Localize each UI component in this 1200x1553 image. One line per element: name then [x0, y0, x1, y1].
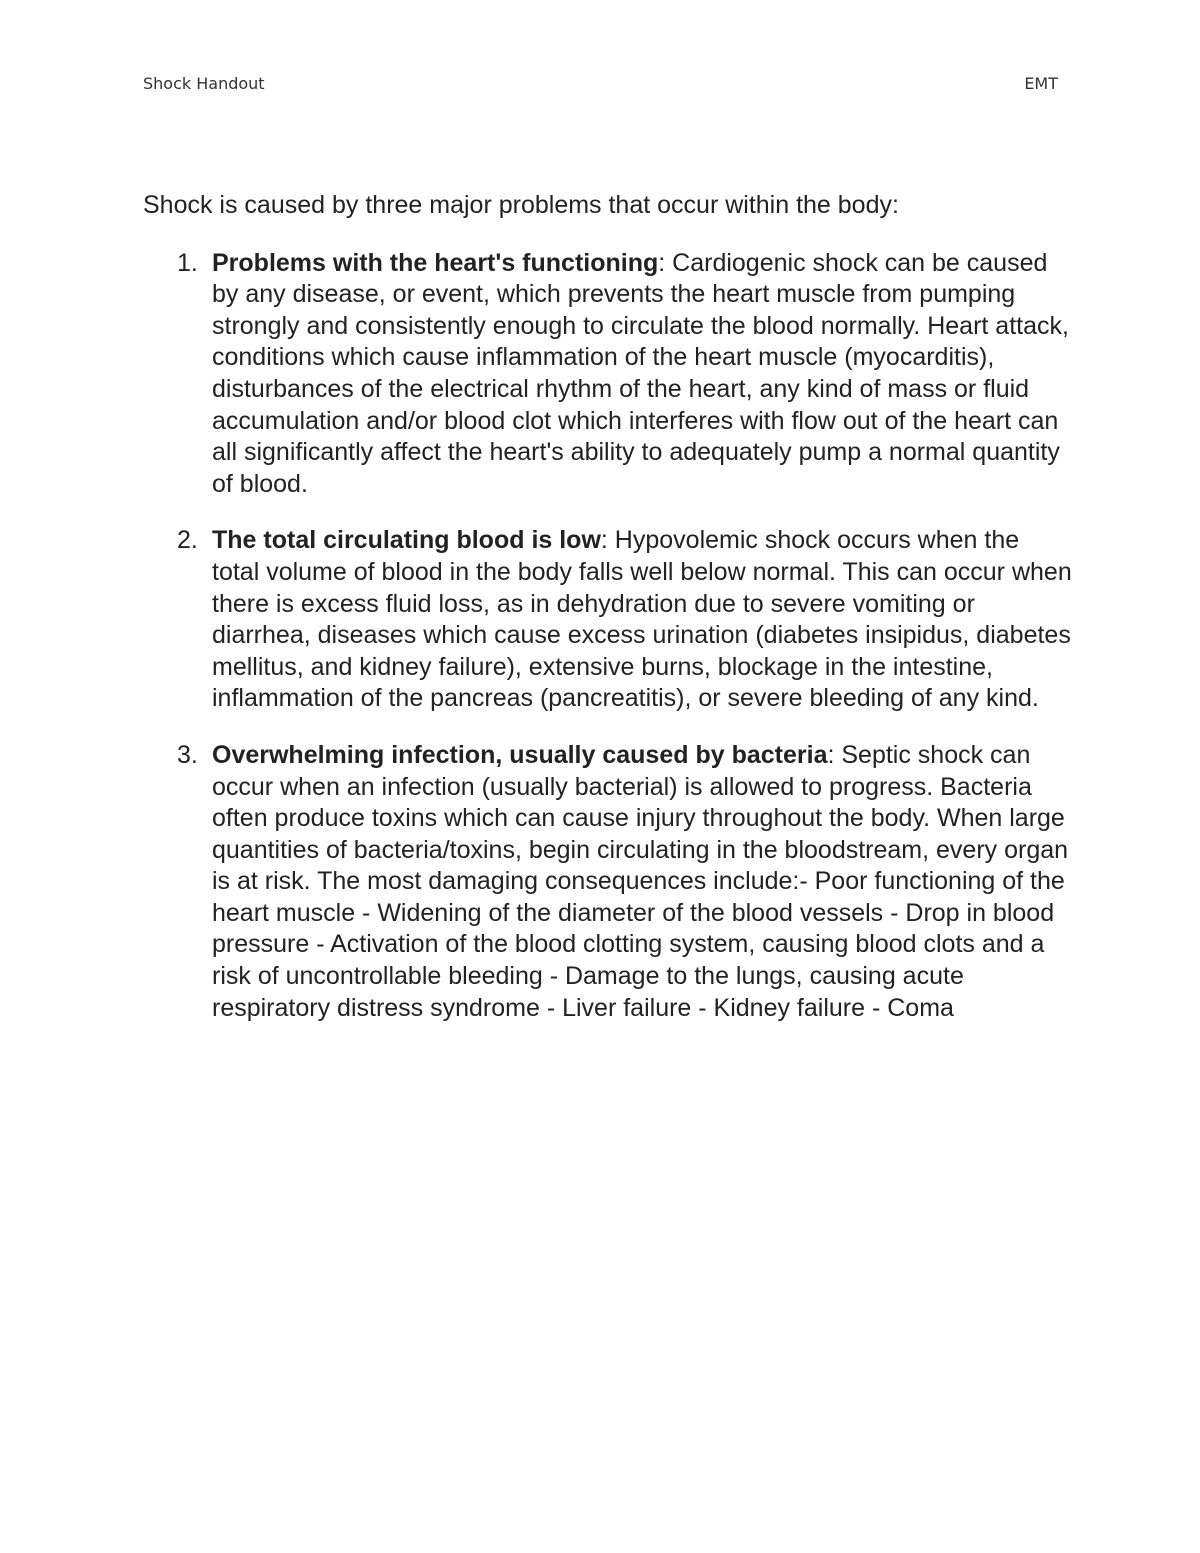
list-item [143, 525, 1073, 715]
list-number: 1. [177, 248, 198, 277]
document-body [143, 190, 1073, 1049]
header-title: Shock Handout [143, 74, 265, 93]
cause-title: Problems with the heart's functioning [212, 248, 659, 277]
cause-title: Overwhelming infection, usually caused by bacteria [212, 740, 828, 769]
intro-paragraph: Shock is caused by three major problems that occur within the body: [143, 191, 899, 219]
cause-text: : Septic shock can occur when an infection (usually bacterial) is allowed to progress. Bacteria often produce toxins which can cause injury throughout the body. When large quantities of bacteria/toxins, begin circulating in the bloodstream, every organ is at risk. The most damaging consequences include:- Poor functioning of the heart muscle - Widening of the diameter of the blood vessels - Drop in blood pressure - Activation of the blood clotting system, causing blood clots and a risk of uncontrollable bleeding - Damage to the lungs, causing acute respiratory distress syndrome - Liver failure - Kidney failure - Coma [212, 740, 1069, 1022]
header-course: EMT [1024, 74, 1058, 93]
list-item [143, 740, 1073, 1024]
cause-title: The total circulating blood is low [212, 526, 601, 555]
list-item [143, 248, 1073, 501]
list-number: 3. [177, 740, 198, 769]
causes-list [143, 248, 1073, 1025]
cause-text: : Hypovolemic shock occurs when the total volume of blood in the body falls well below normal. This can occur when there is excess fluid loss, as in dehydration due to severe vomiting or diarrhea, diseases which cause excess urination (diabetes insipidus, diabetes mellitus, and kidney failure), extensive burns, blockage in the intestine, inflammation of the pancreas (pancreatitis), or severe bleeding of any kind. [212, 526, 1072, 713]
list-number: 2. [177, 526, 198, 555]
cause-text: : Cardiogenic shock can be caused by any disease, or event, which prevents the heart muscle from pumping strongly and consistently enough to circulate the blood normally. Heart attack, conditions which cause inflammation of the heart muscle (myocarditis), disturbances of the electrical rhythm of the heart, any kind of mass or fluid accumulation and/or blood clot which interferes with flow out of the heart can all significantly affect the heart's ability to adequately pump a normal quantity of blood. [212, 248, 1069, 498]
